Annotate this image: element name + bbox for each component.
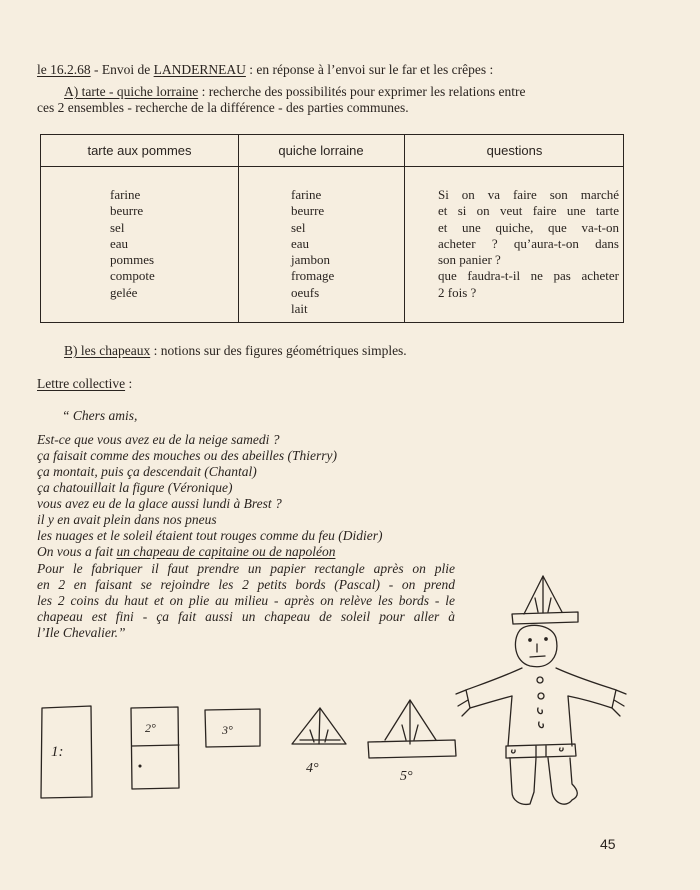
table-header-questions: questions bbox=[486, 143, 543, 158]
letter-line: les nuages et le soleil étaient tout rouges comme du feu (Didier) bbox=[37, 528, 383, 543]
letter-line-napoleon bbox=[37, 544, 335, 560]
step2-folded-drawing bbox=[131, 707, 179, 789]
table-cell: oeufs bbox=[291, 284, 320, 300]
section-b-line bbox=[64, 343, 407, 359]
step4-triangle-drawing bbox=[292, 708, 346, 776]
table-cell: farine bbox=[291, 187, 322, 202]
question-line: et si on veut faire une tarte bbox=[438, 203, 619, 219]
question-line: que faudra-t-il ne pas acheter bbox=[438, 268, 619, 284]
section-b-label: B) les chapeaux bbox=[64, 343, 151, 358]
page-number: 45 bbox=[600, 836, 616, 852]
table-col-tarte bbox=[110, 187, 155, 301]
letter-para-line: chapeau est fini - ça fait aussi un chapeau de soleil pour aller à bbox=[37, 609, 455, 624]
lettre-label: Lettre collective bbox=[37, 376, 126, 391]
table-divider bbox=[238, 135, 239, 322]
letter-line: ça montait, puis ça descendait (Chantal) bbox=[37, 464, 257, 479]
question-line: Si on va faire son marché bbox=[438, 187, 619, 202]
header-date: le 16.2.68 bbox=[37, 62, 91, 77]
table-cell: eau bbox=[291, 235, 310, 251]
header-place: LANDERNEAU bbox=[153, 62, 246, 77]
table-cell: beurre bbox=[110, 203, 144, 219]
table-cell: beurre bbox=[291, 203, 325, 219]
section-b-rest: : notions sur des figures géométriques simples. bbox=[150, 343, 407, 358]
question-line: 2 fois ? bbox=[438, 284, 477, 300]
section-a-rest: : recherche des possibilités pour exprimer les relations entre bbox=[198, 84, 526, 99]
letter-para-line: Pour le fabriquer il faut prendre un papier rectangle après on plie bbox=[37, 561, 455, 576]
table-col-questions bbox=[438, 187, 619, 301]
table-cell: sel bbox=[291, 219, 306, 235]
lettre-colon: : bbox=[125, 376, 133, 391]
letter-greeting: “ Chers amis, bbox=[62, 408, 138, 423]
table-header-quiche: quiche lorraine bbox=[278, 143, 364, 158]
step3-label: 3° bbox=[222, 723, 233, 737]
letter-line: il y en avait plein dans nos pneus bbox=[37, 512, 217, 527]
header-mid: - Envoi de bbox=[90, 62, 154, 77]
table-cell: farine bbox=[110, 187, 141, 202]
table-cell: gelée bbox=[110, 284, 138, 300]
ingredients-table bbox=[40, 134, 624, 323]
letter-line: vous avez eu de la glace aussi lundi à Brest ? bbox=[37, 496, 282, 511]
step1-rectangle-drawing bbox=[41, 706, 92, 798]
table-cell: jambon bbox=[291, 252, 330, 268]
table-cell: lait bbox=[291, 301, 308, 317]
section-a-label: A) tarte - quiche lorraine bbox=[64, 84, 199, 99]
table-col-quiche bbox=[291, 187, 334, 317]
lettre-heading bbox=[37, 376, 132, 392]
question-line: acheter ? qu’aura-t-on dans bbox=[438, 235, 619, 251]
hat-folding-drawings bbox=[0, 560, 700, 890]
table-cell: sel bbox=[110, 219, 125, 235]
step4-label: 4° bbox=[306, 761, 319, 776]
section-a-line1 bbox=[64, 84, 525, 100]
letter-line: ça chatouillait la figure (Véronique) bbox=[37, 480, 233, 495]
letter-line: Est-ce que vous avez eu de la neige samedi ? bbox=[37, 432, 280, 447]
table-header-rule bbox=[41, 166, 623, 167]
letter-para-line: en 2 en faisant se rejoindre les 2 petits bords (Pascal) - on prend bbox=[37, 577, 455, 592]
table-header-tarte: tarte aux pommes bbox=[87, 143, 192, 158]
letter-para-line: l’Ile Chevalier.” bbox=[37, 625, 126, 640]
question-line: et une quiche, que va-t-on bbox=[438, 219, 619, 235]
letter-line: ça faisait comme des mouches ou des abeilles (Thierry) bbox=[37, 448, 337, 463]
table-cell: eau bbox=[110, 235, 129, 251]
table-cell: pommes bbox=[110, 252, 155, 268]
header-line bbox=[37, 62, 493, 78]
child-figure-drawing bbox=[456, 576, 626, 804]
table-cell: fromage bbox=[291, 268, 335, 284]
step3-rectangle-drawing bbox=[205, 709, 260, 747]
step5-label: 5° bbox=[400, 769, 413, 784]
napoleon-prefix: On vous a fait bbox=[37, 544, 117, 559]
section-a-line2: ces 2 ensembles - recherche de la différence - des parties communes. bbox=[37, 100, 409, 115]
step1-label: 1: bbox=[51, 744, 64, 760]
table-cell: compote bbox=[110, 268, 155, 284]
napoleon-underlined: un chapeau de capitaine ou de napoléon bbox=[116, 544, 336, 559]
letter-para-line: les 2 coins du haut et on plie au milieu - après on relève les bords - le bbox=[37, 593, 455, 608]
step5-hat-drawing bbox=[368, 700, 456, 784]
header-rest: : en réponse à l’envoi sur le far et les crêpes : bbox=[245, 62, 494, 77]
step2-label: 2° bbox=[145, 721, 156, 735]
table-divider bbox=[404, 135, 405, 322]
question-line: son panier ? bbox=[438, 252, 501, 268]
